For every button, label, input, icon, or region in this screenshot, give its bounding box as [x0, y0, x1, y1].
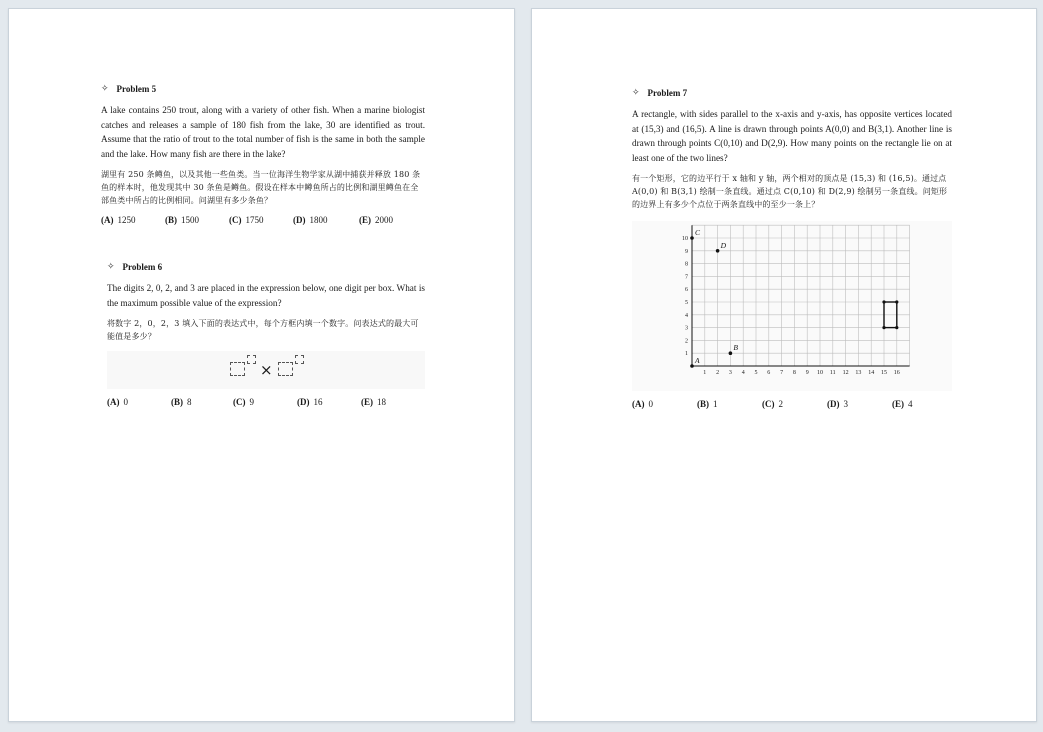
answer-choices — [632, 399, 952, 409]
choice-a: (A) 1250 — [101, 215, 136, 225]
x-tick-label: 7 — [780, 370, 784, 376]
choice-c: (C) 1750 — [229, 215, 264, 225]
x-tick-label: 11 — [829, 370, 836, 376]
x-tick-label: 12 — [842, 370, 849, 376]
digit-box-exponent-1 — [247, 355, 256, 364]
point-a — [690, 364, 694, 368]
page-right — [531, 8, 1037, 722]
times-operator: × — [260, 361, 273, 379]
point-c — [690, 236, 694, 240]
x-tick-label: 14 — [868, 370, 875, 376]
answer-choices — [107, 397, 425, 407]
y-tick-label: 7 — [685, 274, 688, 281]
x-tick-label: 15 — [881, 370, 887, 376]
diamond-bullet-icon: ✧ — [632, 87, 640, 97]
problem-text-zh: 将数字 2，0，2，3 填入下面的表达式中，每个方框内填一个数字。问表达式的最大可能值是多少？ — [107, 319, 419, 341]
choice-e: (E) 18 — [361, 397, 386, 407]
digit-box-base-2 — [278, 362, 293, 376]
diamond-bullet-icon: ✧ — [101, 83, 109, 93]
point-b — [729, 351, 733, 355]
y-tick-label: 10 — [682, 236, 688, 242]
choice-c: (C) 9 — [233, 397, 254, 407]
y-tick-label: 4 — [685, 312, 688, 319]
point-label-d: D — [720, 240, 727, 250]
x-tick-label: 13 — [855, 370, 862, 376]
x-tick-label: 10 — [817, 370, 823, 376]
choice-e: (E) 2000 — [359, 215, 393, 225]
x-tick-label: 16 — [893, 370, 900, 376]
problem-text-zh: 湖里有 250 条鳟鱼，以及其他一些鱼类。当一位海洋生物学家从湖中捕获并释放 180 条鱼的样本时，他发现其中 30 条鱼是鳟鱼。假设在样本中鳟鱼所占的比例和湖里鳟鱼在全部鱼类中所占的比例相同。问湖里有多少条鱼？ — [101, 170, 421, 205]
y-tick-label: 9 — [685, 248, 688, 255]
problem-text-en: The digits 2, 0, 2, and 3 are placed in the expression below, one digit per box. What is the maximum possible value of the expression? — [107, 283, 425, 308]
choice-a: (A) 0 — [632, 399, 653, 409]
x-tick-label: 6 — [767, 370, 771, 376]
x-tick-label: 9 — [805, 370, 809, 376]
rectangle-vertex-point — [895, 326, 898, 329]
coordinate-graph — [632, 221, 952, 391]
y-tick-label: 3 — [685, 325, 688, 332]
y-tick-label: 6 — [685, 287, 688, 294]
choice-d: (D) 16 — [297, 397, 323, 407]
y-tick-label: 5 — [685, 300, 688, 306]
expression-figure — [107, 351, 425, 389]
point-d — [716, 249, 720, 253]
x-tick-label: 1 — [703, 370, 707, 376]
problem-heading — [101, 83, 425, 94]
answer-choices — [101, 215, 425, 225]
choice-c: (C) 2 — [762, 399, 783, 409]
y-tick-label: 1 — [685, 351, 688, 358]
problem-heading — [632, 87, 952, 98]
point-label-b: B — [733, 343, 738, 353]
choice-e: (E) 4 — [892, 399, 913, 409]
choice-d: (D) 1800 — [293, 215, 328, 225]
choice-b: (B) 1500 — [165, 215, 199, 225]
rectangle-vertex-point — [882, 300, 885, 303]
problem-text-en: A lake contains 250 trout, along with a variety of other fish. When a marine biologist catches and releases a sample of 180 fish from the lake, 30 are identified as trout. Assume that the ratio of trout to the total number of fish is the same in both the sample and the lake. How many fish are there in the lake? — [101, 105, 425, 159]
rectangle-vertex-point — [895, 300, 898, 303]
problem-title: Problem 5 — [116, 83, 157, 94]
graph-svg — [632, 221, 952, 391]
problem-7 — [632, 87, 952, 409]
problem-text-en: A rectangle, with sides parallel to the x-axis and y-axis, has opposite vertices located at (15,3) and (16,5). A line is drawn through points A(0,0) and B(3,1). Another line is drawn through points C(0,10) and D(2,9). How many points on the rectangle lie on at least one of the two lines? — [632, 109, 952, 163]
y-tick-label: 2 — [685, 338, 688, 345]
problem-text-zh: 有一个矩形，它的边平行于 x 轴和 y 轴，两个相对的顶点是 (15,3) 和 (16,5)。通过点 A(0,0) 和 B(3,1) 绘制一条直线。通过点 C(0,10) 和 D(2,9) 绘制另一条直线。问矩形的边界上有多少个点位于两条直线中的至少一条上？ — [632, 174, 948, 209]
x-tick-label: 5 — [754, 370, 758, 376]
point-label-a: A — [695, 356, 700, 365]
problem-5 — [101, 83, 425, 225]
problem-heading — [107, 261, 425, 272]
rectangle-vertex-point — [882, 326, 885, 329]
x-tick-label: 4 — [741, 370, 745, 376]
digit-box-exponent-2 — [295, 355, 304, 364]
x-tick-label: 3 — [728, 370, 732, 376]
choice-b: (B) 8 — [171, 397, 192, 407]
problem-title: Problem 6 — [122, 261, 163, 272]
problem-6 — [107, 261, 425, 407]
x-tick-label: 8 — [792, 370, 796, 376]
page-left — [8, 8, 515, 722]
choice-d: (D) 3 — [827, 399, 848, 409]
choice-b: (B) 1 — [697, 399, 718, 409]
x-tick-label: 2 — [716, 370, 720, 376]
digit-box-base-1 — [230, 362, 245, 376]
problem-title: Problem 7 — [647, 87, 688, 98]
y-tick-label: 8 — [685, 261, 688, 268]
choice-a: (A) 0 — [107, 397, 128, 407]
diamond-bullet-icon: ✧ — [107, 261, 115, 271]
point-label-c: C — [695, 228, 701, 237]
